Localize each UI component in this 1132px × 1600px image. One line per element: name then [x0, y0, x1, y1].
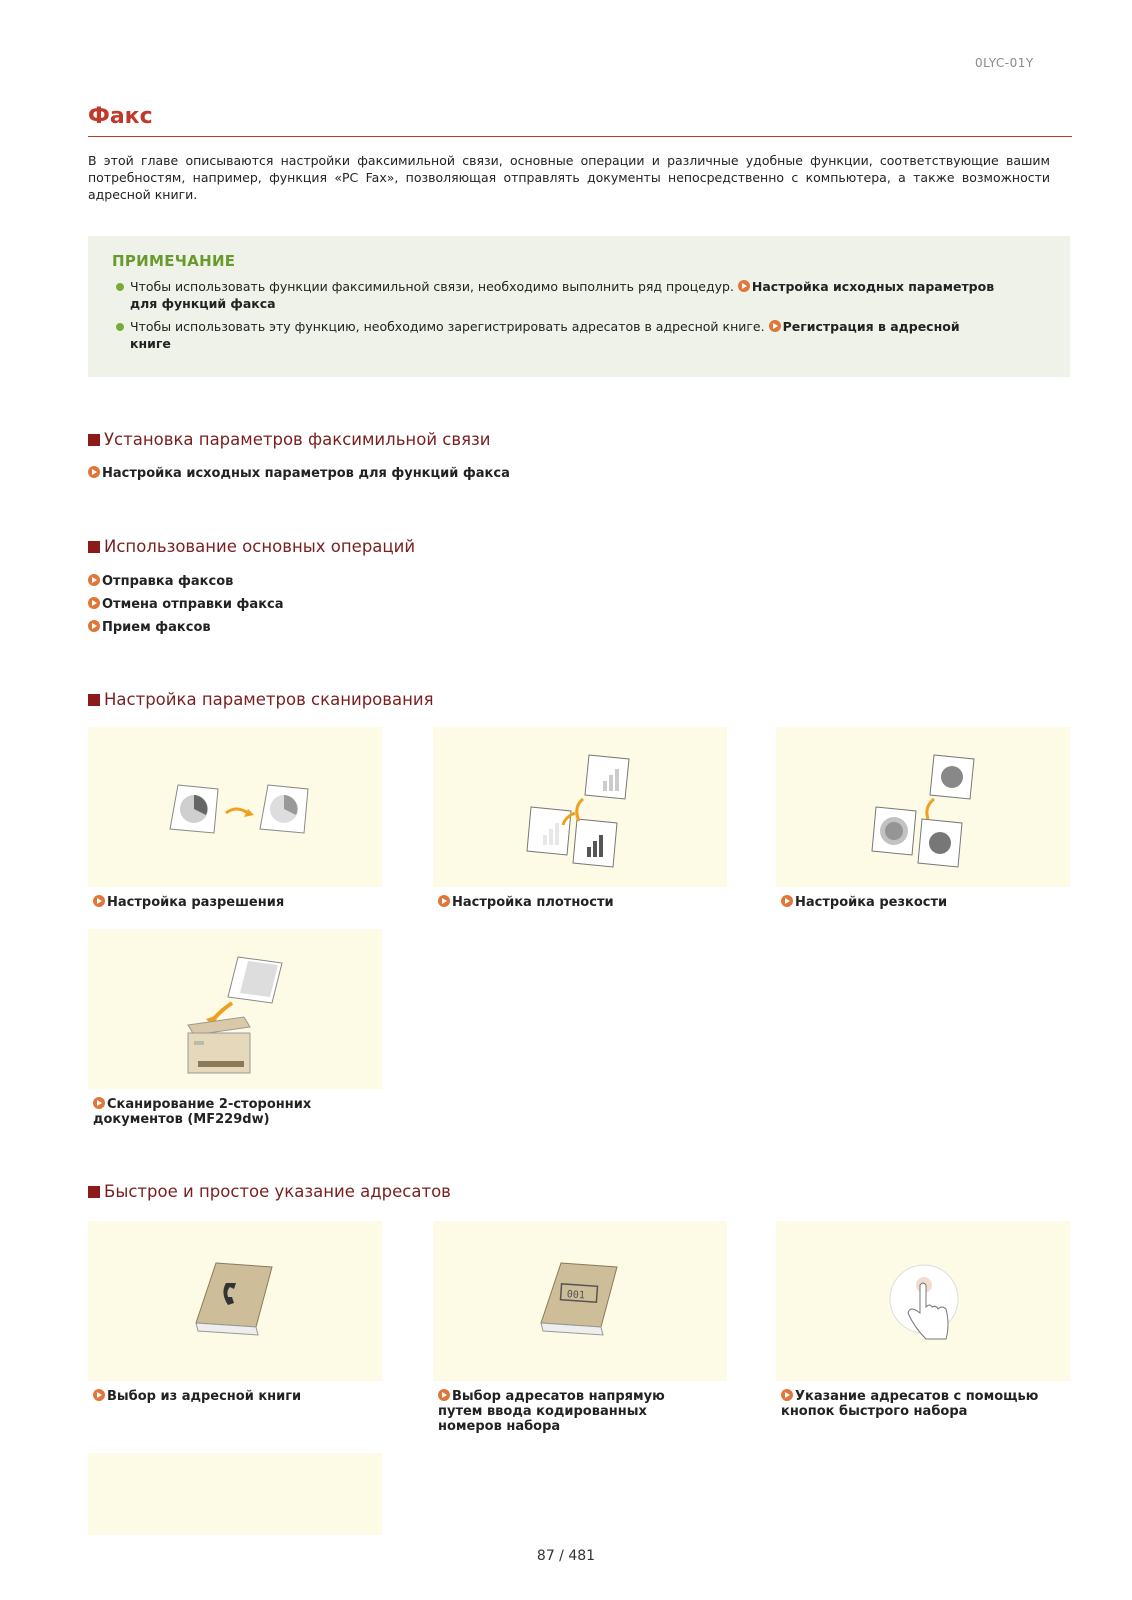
note-text: Чтобы использовать эту функцию, необходимо зарегистрировать адресатов в адресной книге.	[130, 319, 765, 334]
section-marker-icon	[88, 694, 100, 706]
svg-text:001: 001	[566, 1289, 586, 1302]
link-arrow-icon	[781, 895, 793, 907]
link-initial-setup[interactable]: Настройка исходных параметров для функций факса	[88, 466, 510, 481]
density-illustration-icon	[433, 727, 727, 887]
tile-one-touch-image[interactable]	[776, 1221, 1070, 1381]
tile-resolution-image[interactable]	[88, 727, 382, 887]
tile-coded-dial-image[interactable]	[433, 1221, 727, 1381]
section-marker-icon	[88, 541, 100, 553]
link-arrow-icon	[88, 597, 100, 609]
link-arrow-icon	[88, 574, 100, 586]
link-receiving-faxes[interactable]: Прием факсов	[88, 620, 211, 635]
tile-duplex-scan-image[interactable]	[88, 929, 382, 1089]
section-marker-icon	[88, 1186, 100, 1198]
coded-dial-book-illustration-icon	[433, 1221, 727, 1381]
note-link-address-book[interactable]: Регистрация в адресной книге	[130, 319, 960, 351]
section-heading-scan-settings: Настройка параметров сканирования	[88, 690, 434, 709]
document-code: 0LYC-01Y	[975, 56, 1034, 70]
link-select-from-address-book[interactable]: Выбор из адресной книги	[93, 1389, 383, 1404]
link-arrow-icon	[738, 280, 750, 292]
section-marker-icon	[88, 434, 100, 446]
title-divider	[88, 136, 1072, 137]
note-box	[88, 236, 1070, 377]
bullet-icon	[116, 283, 124, 291]
link-resolution[interactable]: Настройка разрешения	[93, 895, 383, 910]
link-arrow-icon	[438, 895, 450, 907]
link-arrow-icon	[88, 466, 100, 478]
tile-address-book-image[interactable]	[88, 1221, 382, 1381]
note-item	[116, 278, 996, 312]
note-item	[116, 318, 996, 352]
link-density[interactable]: Настройка плотности	[438, 895, 728, 910]
page-number: 87 / 481	[536, 1548, 596, 1564]
bullet-icon	[116, 323, 124, 331]
link-coded-dial[interactable]: Выбор адресатов напрямую путем ввода кодированных номеров набора	[438, 1389, 665, 1434]
note-link-initial-setup[interactable]: Настройка исходных параметров для функций факса	[130, 279, 995, 311]
link-sharpness[interactable]: Настройка резкости	[781, 895, 1071, 910]
link-arrow-icon	[88, 620, 100, 632]
link-one-touch[interactable]: Указание адресатов с помощью кнопок быстрого набора	[781, 1389, 1039, 1419]
address-book-illustration-icon	[88, 1221, 382, 1381]
link-sending-faxes[interactable]: Отправка факсов	[88, 574, 233, 589]
section-heading-quick-addressing: Быстрое и простое указание адресатов	[88, 1182, 451, 1201]
finger-press-illustration-icon	[776, 1221, 1070, 1381]
tile-sharpness-image[interactable]	[776, 727, 1070, 887]
duplex-scan-illustration-icon	[88, 929, 382, 1089]
sharpness-illustration-icon	[776, 727, 1070, 887]
link-arrow-icon	[438, 1389, 450, 1401]
link-arrow-icon	[781, 1389, 793, 1401]
intro-paragraph: В этой главе описываются настройки факсимильной связи, основные операции и различные удобные функции, соответствующие вашим потребностям, например, функция «PC Fax», позволяющая отправлять документы непосредственно с компьютера, а также возможности адресной книги.	[88, 153, 1050, 202]
section-heading-basic-operations: Использование основных операций	[88, 537, 415, 556]
page-title: Факс	[88, 104, 153, 129]
link-duplex-scan[interactable]: Сканирование 2-сторонних документов (MF229dw)	[93, 1097, 312, 1127]
link-arrow-icon	[93, 1097, 105, 1109]
resolution-illustration-icon	[88, 727, 382, 887]
note-title: ПРИМЕЧАНИЕ	[112, 252, 236, 270]
link-cancel-sending[interactable]: Отмена отправки факса	[88, 597, 284, 612]
link-arrow-icon	[93, 1389, 105, 1401]
tile-partial	[88, 1453, 382, 1535]
link-arrow-icon	[93, 895, 105, 907]
note-text: Чтобы использовать функции факсимильной связи, необходимо выполнить ряд процедур.	[130, 279, 734, 294]
tile-density-image[interactable]	[433, 727, 727, 887]
link-arrow-icon	[769, 320, 781, 332]
section-heading-fax-settings: Установка параметров факсимильной связи	[88, 430, 491, 449]
